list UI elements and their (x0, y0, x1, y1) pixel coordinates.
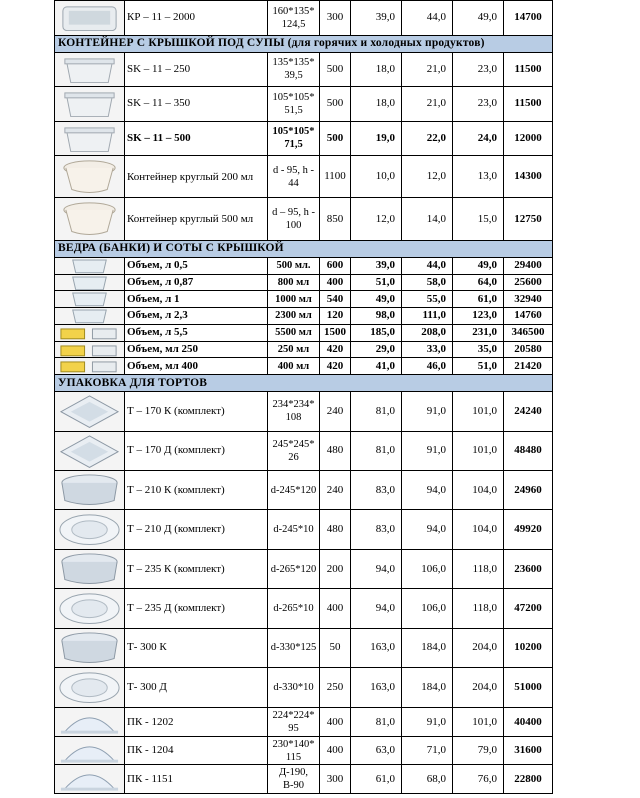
section-title: ВЕДРА (БАНКИ) И СОТЫ С КРЫШКОЙ (55, 240, 553, 257)
price-tier-1: 81,0 (351, 392, 402, 431)
price-tier-1: 98,0 (351, 308, 402, 325)
price-tier-3: 64,0 (453, 274, 504, 291)
pack-quantity: 1100 (320, 156, 351, 198)
product-size: 1000 мл (268, 291, 320, 308)
price-tier-1: 18,0 (351, 52, 402, 87)
pack-total: 20580 (504, 341, 553, 358)
price-tier-3: 104,0 (453, 510, 504, 549)
price-tier-3: 204,0 (453, 628, 504, 667)
table-row (55, 291, 553, 308)
pack-total: 48480 (504, 431, 553, 470)
product-image (55, 708, 125, 737)
price-tier-3: 23,0 (453, 87, 504, 122)
product-image (55, 589, 125, 628)
table-row (55, 341, 553, 358)
price-tier-2: 55,0 (402, 291, 453, 308)
table-row (55, 765, 553, 794)
product-name: Объем, л 5,5 (125, 324, 268, 341)
product-size: 230*140* 115 (268, 736, 320, 765)
price-tier-2: 91,0 (402, 431, 453, 470)
price-tier-1: 185,0 (351, 324, 402, 341)
product-size: 105*105* 51,5 (268, 87, 320, 122)
pack-total: 40400 (504, 708, 553, 737)
product-name: Т- 300 Д (125, 668, 268, 708)
product-name: Т- 300 К (125, 628, 268, 667)
cake-round-icon (55, 629, 124, 667)
table-row (55, 52, 553, 87)
price-tier-1: 94,0 (351, 589, 402, 628)
product-size: 245*245* 26 (268, 431, 320, 470)
combs-icon (55, 342, 124, 358)
product-image (55, 274, 125, 291)
table-row (55, 549, 553, 588)
product-size: d-265*10 (268, 589, 320, 628)
table-row (55, 198, 553, 240)
pack-total: 23600 (504, 549, 553, 588)
product-image (55, 308, 125, 325)
section-title: КОНТЕЙНЕР С КРЫШКОЙ ПОД СУПЫ (для горячих и холодных продуктов) (55, 35, 553, 52)
cake-lid-icon (55, 668, 124, 706)
pack-total: 11500 (504, 52, 553, 87)
product-size: 105*105* 71,5 (268, 121, 320, 156)
product-name: Т – 210 К (комплект) (125, 471, 268, 510)
product-size: d-330*10 (268, 668, 320, 708)
product-name: Объем, л 1 (125, 291, 268, 308)
product-size: 224*224* 95 (268, 708, 320, 737)
product-size: d-330*125 (268, 628, 320, 667)
price-tier-1: 19,0 (351, 121, 402, 156)
pack-total: 21420 (504, 358, 553, 375)
price-tier-2: 111,0 (402, 308, 453, 325)
product-name: Т – 170 К (комплект) (125, 392, 268, 431)
pack-quantity: 400 (320, 708, 351, 737)
product-name: Объем, л 2,3 (125, 308, 268, 325)
product-name: SK – 11 – 350 (125, 87, 268, 122)
price-tier-2: 14,0 (402, 198, 453, 240)
product-size: 2300 мл (268, 308, 320, 325)
table-row (55, 324, 553, 341)
price-tier-1: 12,0 (351, 198, 402, 240)
pack-total: 14760 (504, 308, 553, 325)
pack-quantity: 480 (320, 431, 351, 470)
price-tier-3: 79,0 (453, 736, 504, 765)
pack-quantity: 420 (320, 341, 351, 358)
pack-total: 14700 (504, 1, 553, 36)
price-tier-1: 29,0 (351, 341, 402, 358)
bucket-icon (55, 258, 124, 274)
pack-total: 51000 (504, 668, 553, 708)
price-tier-1: 39,0 (351, 257, 402, 274)
price-tier-2: 58,0 (402, 274, 453, 291)
price-tier-3: 118,0 (453, 589, 504, 628)
product-name: Объем, л 0,5 (125, 257, 268, 274)
product-name: Объем, л 0,87 (125, 274, 268, 291)
price-tier-3: 35,0 (453, 341, 504, 358)
table-row (55, 392, 553, 431)
price-tier-2: 68,0 (402, 765, 453, 794)
price-tier-2: 94,0 (402, 471, 453, 510)
table-row (55, 471, 553, 510)
box-icon (55, 87, 124, 121)
dome-icon (55, 765, 124, 793)
product-name: SK – 11 – 500 (125, 121, 268, 156)
product-image (55, 358, 125, 375)
price-tier-3: 101,0 (453, 708, 504, 737)
round-icon (55, 156, 124, 197)
price-tier-1: 81,0 (351, 431, 402, 470)
price-tier-2: 33,0 (402, 341, 453, 358)
pack-total: 32940 (504, 291, 553, 308)
price-tier-1: 49,0 (351, 291, 402, 308)
product-image (55, 87, 125, 122)
cake-lid-icon (55, 510, 124, 548)
product-name: Контейнер круглый 200 мл (125, 156, 268, 198)
section-header (55, 375, 553, 392)
price-tier-2: 106,0 (402, 589, 453, 628)
product-image (55, 121, 125, 156)
dome-icon (55, 708, 124, 736)
pack-total: 49920 (504, 510, 553, 549)
pack-quantity: 50 (320, 628, 351, 667)
section-title: УПАКОВКА ДЛЯ ТОРТОВ (55, 375, 553, 392)
table-row (55, 87, 553, 122)
cake-lid-icon (55, 589, 124, 627)
table-row (55, 308, 553, 325)
table-row (55, 274, 553, 291)
price-list (54, 0, 552, 794)
price-tier-1: 18,0 (351, 87, 402, 122)
table-row (55, 736, 553, 765)
product-name: ПК - 1151 (125, 765, 268, 794)
price-tier-1: 39,0 (351, 1, 402, 36)
pack-quantity: 500 (320, 121, 351, 156)
product-size: 160*135* 124,5 (268, 1, 320, 36)
price-tier-1: 81,0 (351, 708, 402, 737)
pack-quantity: 850 (320, 198, 351, 240)
price-tier-1: 163,0 (351, 628, 402, 667)
price-tier-2: 21,0 (402, 52, 453, 87)
pack-quantity: 600 (320, 257, 351, 274)
pack-total: 24960 (504, 471, 553, 510)
product-name: Т – 235 Д (комплект) (125, 589, 268, 628)
product-image (55, 156, 125, 198)
product-size: d-245*10 (268, 510, 320, 549)
product-size: 500 мл. (268, 257, 320, 274)
price-tier-2: 91,0 (402, 392, 453, 431)
pack-total: 22800 (504, 765, 553, 794)
price-tier-3: 118,0 (453, 549, 504, 588)
price-tier-1: 94,0 (351, 549, 402, 588)
dome-icon (55, 737, 124, 765)
pack-total: 12000 (504, 121, 553, 156)
price-tier-3: 13,0 (453, 156, 504, 198)
product-size: d-245*120 (268, 471, 320, 510)
table-row (55, 156, 553, 198)
pack-total: 12750 (504, 198, 553, 240)
combs-icon (55, 325, 124, 341)
price-tier-3: 101,0 (453, 392, 504, 431)
table-row (55, 257, 553, 274)
product-image (55, 471, 125, 510)
price-tier-3: 76,0 (453, 765, 504, 794)
price-table (54, 0, 553, 794)
product-name: ПК - 1204 (125, 736, 268, 765)
product-size: 135*135* 39,5 (268, 52, 320, 87)
pack-quantity: 500 (320, 52, 351, 87)
price-tier-3: 204,0 (453, 668, 504, 708)
price-tier-2: 12,0 (402, 156, 453, 198)
cake-round-icon (55, 550, 124, 588)
product-name: Т – 170 Д (комплект) (125, 431, 268, 470)
pack-quantity: 500 (320, 87, 351, 122)
section-header (55, 35, 553, 52)
price-tier-2: 22,0 (402, 121, 453, 156)
pack-quantity: 540 (320, 291, 351, 308)
cake-sq-icon (55, 432, 124, 470)
product-size: d-265*120 (268, 549, 320, 588)
price-tier-3: 61,0 (453, 291, 504, 308)
product-image (55, 392, 125, 431)
table-row (55, 358, 553, 375)
product-size: 800 мл (268, 274, 320, 291)
table-row (55, 1, 553, 36)
product-name: Объем, мл 400 (125, 358, 268, 375)
pack-total: 10200 (504, 628, 553, 667)
product-image (55, 52, 125, 87)
pack-quantity: 480 (320, 510, 351, 549)
pack-quantity: 400 (320, 736, 351, 765)
pack-quantity: 1500 (320, 324, 351, 341)
pack-quantity: 400 (320, 589, 351, 628)
price-tier-1: 83,0 (351, 471, 402, 510)
price-tier-2: 184,0 (402, 628, 453, 667)
product-image (55, 341, 125, 358)
bucket-icon (55, 308, 124, 324)
product-image (55, 549, 125, 588)
product-size: 250 мл (268, 341, 320, 358)
product-name: Контейнер круглый 500 мл (125, 198, 268, 240)
price-tier-3: 24,0 (453, 121, 504, 156)
cake-sq-icon (55, 392, 124, 430)
product-image (55, 291, 125, 308)
table-row (55, 628, 553, 667)
product-name: Т – 235 К (комплект) (125, 549, 268, 588)
table-row (55, 431, 553, 470)
price-tier-2: 106,0 (402, 549, 453, 588)
product-name: КР – 11 – 2000 (125, 1, 268, 36)
price-tier-3: 23,0 (453, 52, 504, 87)
bucket-icon (55, 275, 124, 291)
price-tier-1: 10,0 (351, 156, 402, 198)
table-row (55, 121, 553, 156)
table-row (55, 589, 553, 628)
price-tier-2: 91,0 (402, 708, 453, 737)
product-image (55, 510, 125, 549)
price-tier-3: 49,0 (453, 257, 504, 274)
price-tier-3: 231,0 (453, 324, 504, 341)
product-image (55, 257, 125, 274)
pack-total: 31600 (504, 736, 553, 765)
product-name: SK – 11 – 250 (125, 52, 268, 87)
price-tier-2: 46,0 (402, 358, 453, 375)
pack-quantity: 300 (320, 765, 351, 794)
price-tier-3: 123,0 (453, 308, 504, 325)
price-tier-2: 208,0 (402, 324, 453, 341)
pack-quantity: 200 (320, 549, 351, 588)
product-size: d - 95, h - 44 (268, 156, 320, 198)
product-size: 5500 мл (268, 324, 320, 341)
pack-quantity: 240 (320, 471, 351, 510)
pack-quantity: 420 (320, 358, 351, 375)
price-tier-3: 49,0 (453, 1, 504, 36)
price-tier-3: 101,0 (453, 431, 504, 470)
table-row (55, 510, 553, 549)
pack-quantity: 240 (320, 392, 351, 431)
pack-quantity: 120 (320, 308, 351, 325)
price-tier-1: 51,0 (351, 274, 402, 291)
product-image (55, 765, 125, 794)
product-image (55, 431, 125, 470)
price-tier-2: 71,0 (402, 736, 453, 765)
price-tier-2: 44,0 (402, 1, 453, 36)
pack-quantity: 250 (320, 668, 351, 708)
price-tier-2: 21,0 (402, 87, 453, 122)
price-tier-3: 104,0 (453, 471, 504, 510)
section-header (55, 240, 553, 257)
price-tier-1: 61,0 (351, 765, 402, 794)
pack-total: 14300 (504, 156, 553, 198)
product-image (55, 736, 125, 765)
product-image (55, 1, 125, 36)
product-image (55, 628, 125, 667)
product-name: ПК - 1202 (125, 708, 268, 737)
combs-icon (55, 358, 124, 374)
box-icon (55, 53, 124, 87)
price-tier-2: 184,0 (402, 668, 453, 708)
price-tier-2: 44,0 (402, 257, 453, 274)
price-tier-1: 163,0 (351, 668, 402, 708)
pack-total: 25600 (504, 274, 553, 291)
bucket-icon (55, 291, 124, 307)
cake-round-icon (55, 471, 124, 509)
product-size: 234*234* 108 (268, 392, 320, 431)
price-tier-1: 83,0 (351, 510, 402, 549)
product-image (55, 198, 125, 240)
product-size: 400 мл (268, 358, 320, 375)
price-tier-1: 63,0 (351, 736, 402, 765)
pack-total: 346500 (504, 324, 553, 341)
product-size: d – 95, h - 100 (268, 198, 320, 240)
product-size: Д-190, В-90 (268, 765, 320, 794)
tray-icon (55, 1, 124, 35)
table-row (55, 668, 553, 708)
table-row (55, 708, 553, 737)
pack-total: 11500 (504, 87, 553, 122)
price-tier-1: 41,0 (351, 358, 402, 375)
pack-total: 24240 (504, 392, 553, 431)
box-icon (55, 122, 124, 156)
product-image (55, 324, 125, 341)
product-name: Т – 210 Д (комплект) (125, 510, 268, 549)
product-image (55, 668, 125, 708)
pack-total: 47200 (504, 589, 553, 628)
pack-quantity: 400 (320, 274, 351, 291)
pack-quantity: 300 (320, 1, 351, 36)
round-icon (55, 198, 124, 239)
pack-total: 29400 (504, 257, 553, 274)
price-tier-3: 15,0 (453, 198, 504, 240)
product-name: Объем, мл 250 (125, 341, 268, 358)
price-tier-3: 51,0 (453, 358, 504, 375)
price-tier-2: 94,0 (402, 510, 453, 549)
